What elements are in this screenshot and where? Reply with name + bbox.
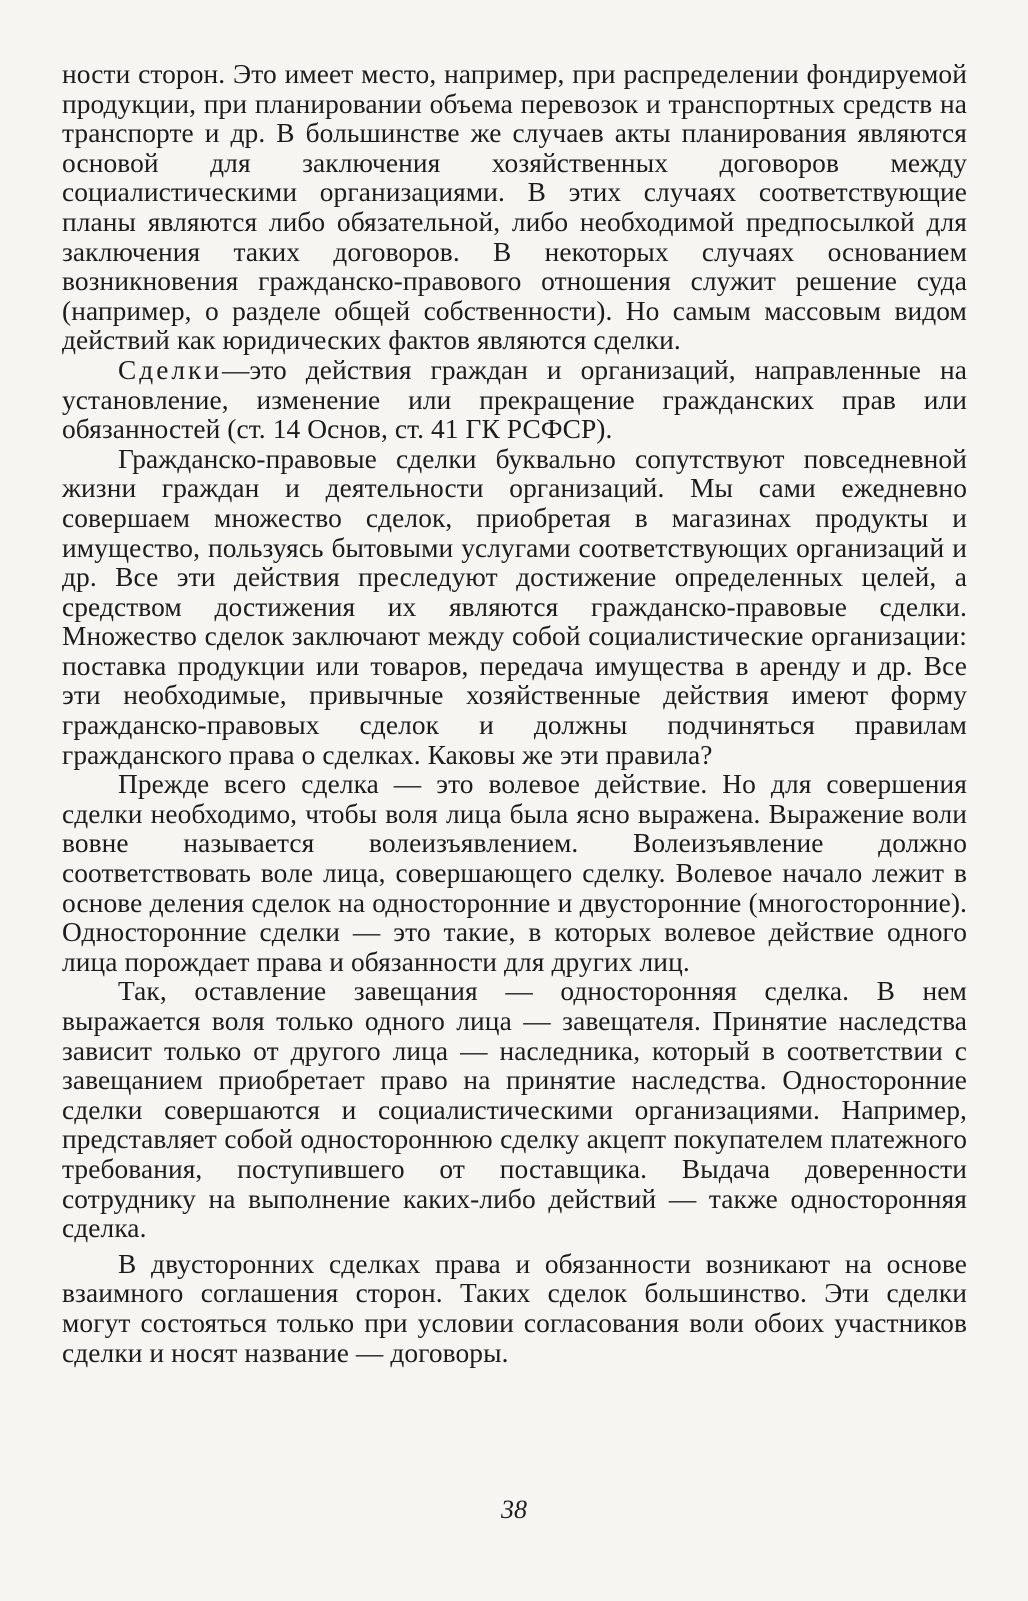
paragraph-3: Гражданско-правовые сделки буквально сопутствуют повседневной жизни граждан и деятельности организаций. Мы сами ежедневно совершаем множество сделок, приобретая в магазинах продукты и имущество, пользуясь бытовыми услугами соответствующих организаций и др. Все эти действия преследуют достижение определенных целей, а средством достижения их являются гражданско-правовые сделки. Множество сделок заключают между собой социалистические организации: поставка продукции или товаров, передача имущества в аренду и др. Все эти необходимые, привычные хозяйственные действия имеют форму гражданско-правовых сделок и должны подчиняться правилам гражданского права о сделках. Каковы же эти правила? xyxy=(62,443,967,770)
paragraph-2-text: —это действия граждан и организаций, направленные на установление, изменение или прекращение гражданских прав или обязанностей (ст. 14 Основ, ст. 41 ГК РСФСР). xyxy=(62,354,967,445)
document-page xyxy=(62,60,967,1368)
term-sdelki: Сделки xyxy=(118,354,222,385)
paragraph-6: В двусторонних сделках права и обязанности возникают на основе взаимного соглашения сторон. Таких сделок большинство. Эти сделки могут состояться только при условии согласования воли обоих участников сделки и носят название — договоры. xyxy=(62,1248,967,1368)
paragraph-4: Прежде всего сделка — это волевое действие. Но для совершения сделки необходимо, чтобы воля лица была ясно выражена. Выражение воли вовне называется волеизъявлением. Волеизъявление должно соответствовать воле лица, совершающего сделку. Волевое начало лежит в основе деления сделок на односторонние и двусторонние (многосторонние). Односторонние сделки — это такие, в которых волевое действие одного лица порождает права и обязанности для других лиц. xyxy=(62,769,967,977)
page-number: 38 xyxy=(501,1495,527,1524)
paragraph-1: ности сторон. Это имеет место, например, при распределении фондируемой продукции, при планировании объема перевозок и транспортных средств на транспорте и др. В большинстве же случаев акты планирования являются основой для заключения хозяйственных договоров между социалистическими организациями. В этих случаях соответствующие планы являются либо обязательной, либо необходимой предпосылкой для заключения таких договоров. В некоторых случаях основанием возникновения гражданско-правового отношения служит решение суда (например, о разделе общей собственности). Но самым массовым видом действий как юридических фактов являются сделки. xyxy=(62,59,967,356)
paragraph-5: Так, оставление завещания — односторонняя сделка. В нем выражается воля только одного лица — завещателя. Принятие наследства зависит только от другого лица — наследника, который в соответствии с завещанием приобретает право на принятие наследства. Односторонние сделки совершаются и социалистическими организациями. Например, представляет собой одностороннюю сделку акцепт покупателем платежного требования, поступившего от поставщика. Выдача доверенности сотруднику на выполнение каких-либо действий — также односторонняя сделка. xyxy=(62,976,967,1244)
paragraph-2 xyxy=(62,356,967,445)
